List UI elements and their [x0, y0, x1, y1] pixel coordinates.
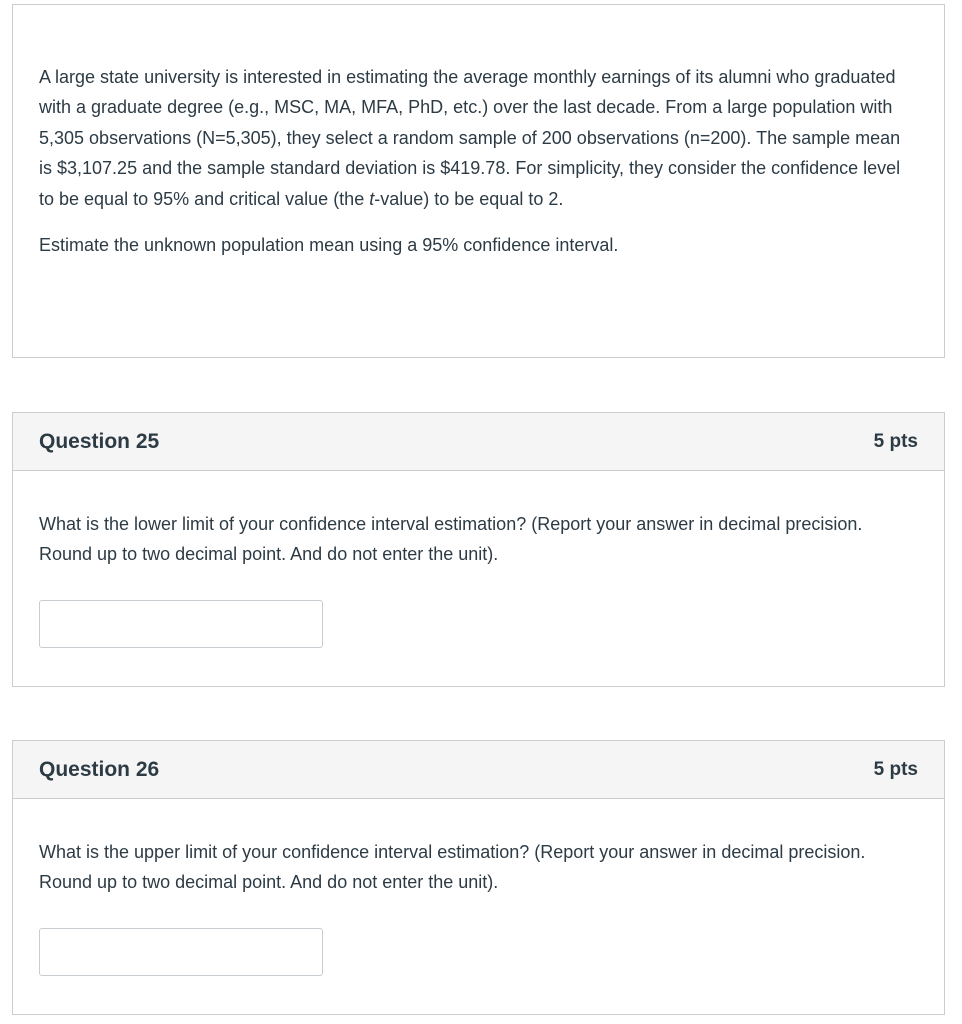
question-body: [13, 799, 944, 976]
question-title: Question 25: [39, 429, 160, 453]
stimulus-text-italic: t: [369, 188, 375, 209]
question-text: What is the lower limit of your confidence interval estimation? (Report your answer in decimal precision. Round up to two decimal point. And do not enter the unit).: [39, 514, 863, 565]
question-text: What is the upper limit of your confidence interval estimation? (Report your answer in decimal precision. Round up to two decimal point. And do not enter the unit).: [39, 842, 866, 893]
stimulus-panel: [12, 4, 945, 358]
question-25-panel: [12, 412, 945, 687]
question-26-panel: [12, 740, 945, 1015]
question-header: [13, 741, 944, 799]
answer-input[interactable]: [39, 600, 323, 648]
stimulus-text-end: -value) to be equal to 2.: [374, 188, 564, 209]
answer-input[interactable]: [39, 928, 323, 976]
stimulus-text-start: A large state university is interested in estimating the average monthly earnings of its alumni who graduated with a graduate degree (e.g., MSC, MA, MFA, PhD, etc.) over the last decade. From a large population with 5,305 observations (N=5,305), they select a random sample of 200 observations (n=200). The sample mean is $3,107.25 and the sample standard deviation is $419.78. For simplicity, they consider the confidence level to be equal to 95% and critical value (the: [39, 67, 901, 209]
stimulus-paragraph: [39, 62, 918, 214]
question-body: [13, 471, 944, 648]
question-header: [13, 413, 944, 471]
stimulus-instruction: Estimate the unknown population mean using a 95% confidence interval.: [39, 235, 619, 256]
question-title: Question 26: [39, 757, 160, 781]
question-points: 5 pts: [873, 758, 918, 780]
question-points: 5 pts: [873, 430, 918, 452]
